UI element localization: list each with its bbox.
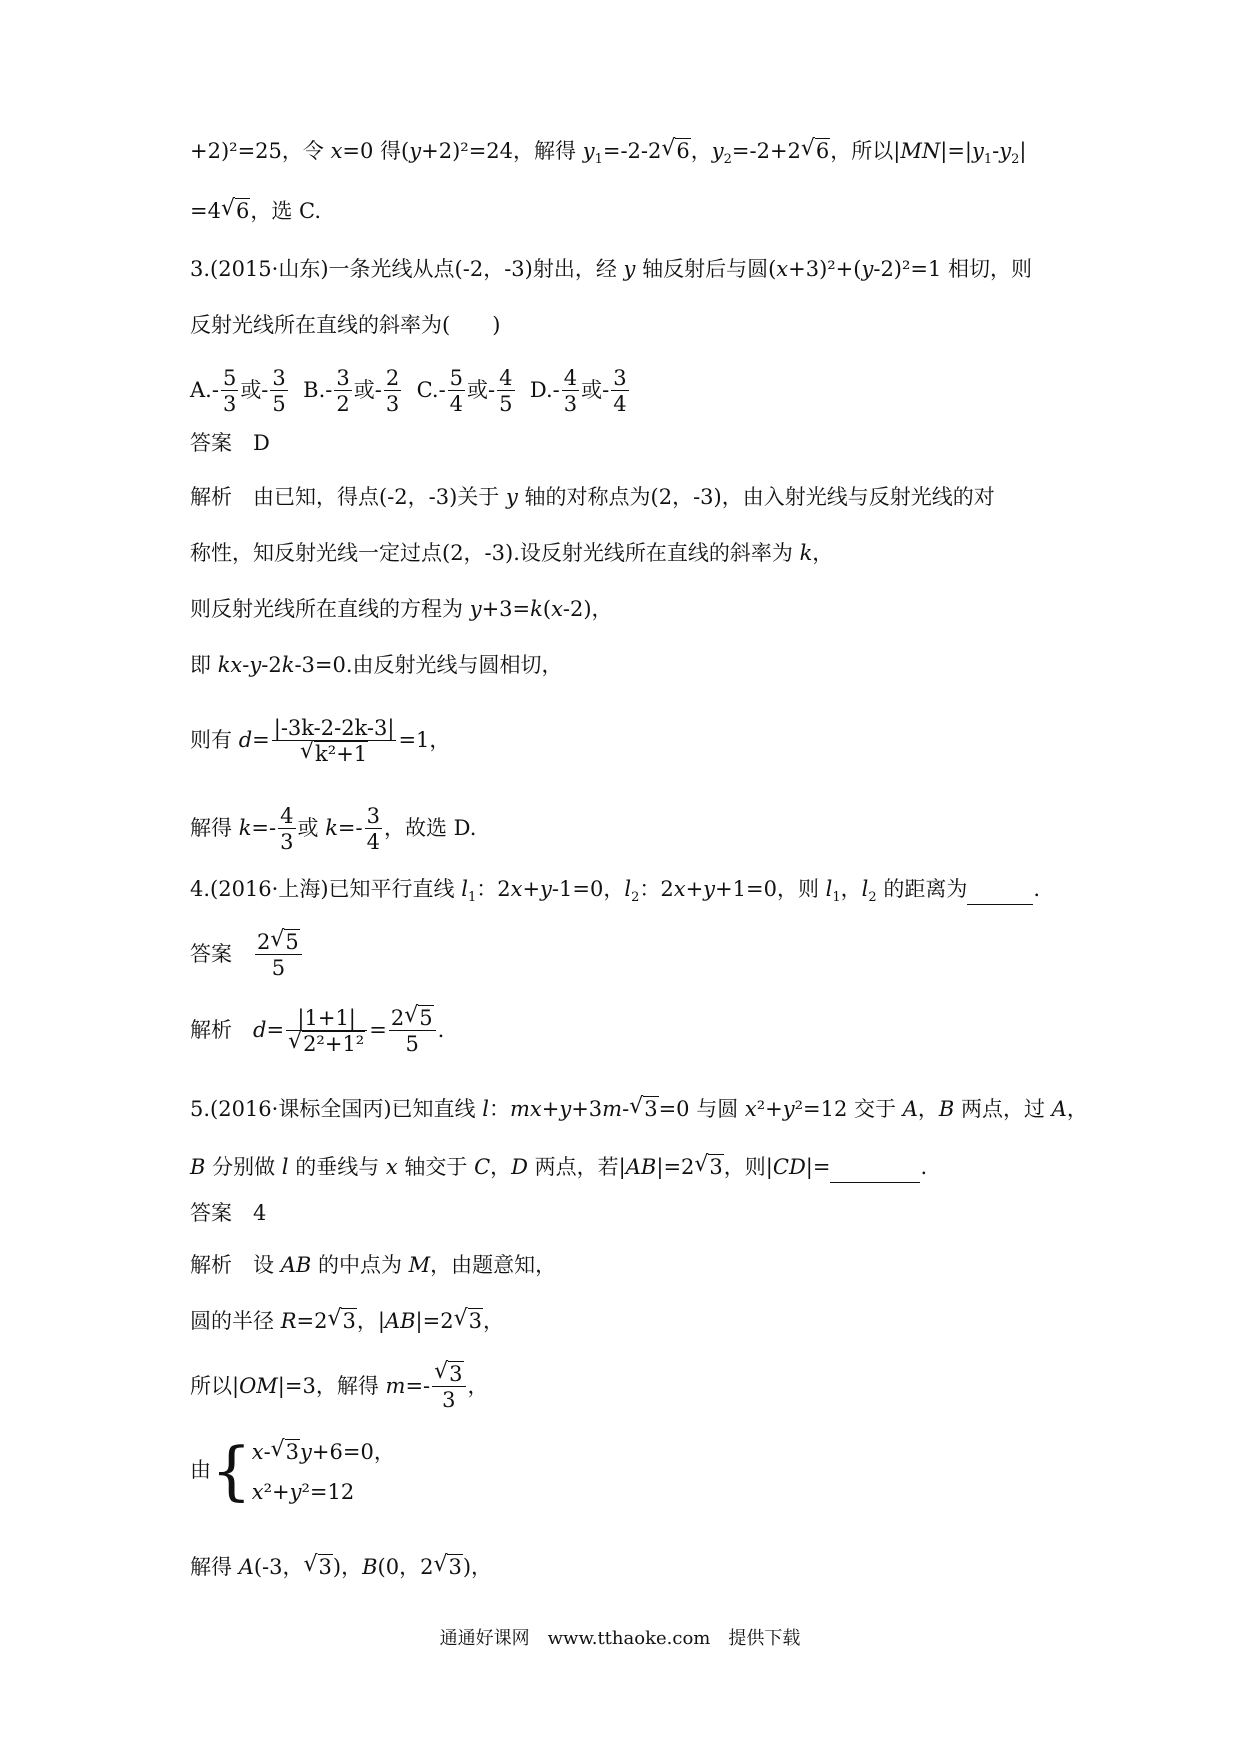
var: mx — [509, 1097, 542, 1121]
text: 4.(2016·上海)已知平行直线 — [190, 877, 462, 901]
var: A — [902, 1097, 918, 1121]
text: -3=0.由反射光线与圆相切， — [294, 653, 563, 677]
question-5-line-1 — [190, 1094, 1088, 1124]
solution-3-line-3 — [190, 594, 613, 624]
text: )， — [462, 1555, 493, 1579]
text: 的垂线与 — [288, 1155, 386, 1179]
var: AB — [384, 1309, 416, 1333]
text: 即 — [190, 653, 218, 677]
text: ， — [1066, 1097, 1088, 1121]
var: D — [511, 1155, 528, 1179]
var: M — [408, 1253, 431, 1277]
solution-5-line-1 — [190, 1250, 556, 1280]
text: 由 — [190, 1458, 211, 1482]
question-4 — [190, 874, 1040, 913]
text: 所以| — [190, 1374, 240, 1398]
answer-4 — [190, 924, 304, 984]
var: x — [673, 877, 686, 901]
answer-3 — [190, 428, 270, 458]
fraction: 2 √ 5 5 — [255, 930, 302, 981]
text: ：2 — [476, 877, 511, 901]
text: - — [242, 653, 250, 677]
text: =- — [405, 1374, 431, 1398]
var: l — [825, 877, 833, 901]
var: MN — [900, 139, 941, 163]
distance-fraction: |1+1| √ 2²+1² — [286, 1006, 367, 1057]
solution-3-line-1 — [190, 482, 995, 512]
text: 轴反射后与圆( — [635, 257, 777, 281]
text: =4 — [190, 199, 221, 223]
sqrt: √ 3 — [694, 1152, 723, 1179]
fraction: $\frac{3}{4}$ — [366, 804, 380, 854]
text: 轴交于 — [397, 1155, 475, 1179]
text: 5.(2016·课标全国丙)已知直线 — [190, 1097, 483, 1121]
option-c-label: C.- — [416, 378, 446, 402]
answer-blank — [830, 1152, 920, 1183]
var: l — [482, 1097, 489, 1121]
option-a-label: A.- — [190, 378, 219, 402]
text: = — [252, 728, 270, 752]
text: ， — [812, 541, 834, 565]
subscript: 2 — [1011, 152, 1020, 168]
distance-fraction: |-3k-2-2k-3| √ k²+1 — [273, 716, 395, 766]
sqrt: √ 3 — [433, 1552, 462, 1579]
solution-3-line-2 — [190, 538, 833, 568]
text: 3.(2015·山东)一条光线从点(-2，-3)射出，经 — [190, 257, 624, 281]
option-d-label: D.- — [529, 378, 560, 402]
text: ， — [917, 1097, 939, 1121]
sqrt: √ 3 — [327, 1306, 356, 1333]
var: CD — [772, 1155, 806, 1179]
var: y — [409, 139, 422, 163]
text: )， — [332, 1555, 363, 1579]
var: l — [861, 877, 869, 901]
text: +2) — [190, 139, 230, 163]
text: ， — [482, 1309, 504, 1333]
text: + — [522, 877, 541, 901]
var: y — [249, 653, 262, 677]
text: . — [920, 1155, 928, 1179]
sqrt: √ 6 — [661, 136, 690, 163]
var: OM — [239, 1374, 278, 1398]
text: 解得 — [190, 816, 239, 840]
text: -2)²=1 相切，则 — [873, 257, 1033, 281]
var: k — [238, 816, 252, 840]
var: A — [238, 1555, 254, 1579]
text: ： — [488, 1097, 510, 1121]
text: ，选 C. — [250, 199, 322, 223]
text: (-3， — [253, 1555, 304, 1579]
var: x — [330, 139, 343, 163]
var: y — [782, 1097, 795, 1121]
text: 轴的对称点为(2，-3)，由入射光线与反射光线的对 — [517, 485, 995, 509]
var: y — [972, 139, 984, 163]
text: - — [992, 139, 1000, 163]
text: 答案 4 — [190, 1201, 267, 1225]
subscript: 2 — [868, 890, 877, 906]
text: |=| — [940, 139, 972, 163]
text: =- — [251, 816, 277, 840]
fraction: 2 √ 5 5 — [389, 1006, 436, 1057]
text: 分别做 — [205, 1155, 282, 1179]
text: 解析 由已知，得点(-2，-3)关于 — [190, 485, 506, 509]
var: k — [530, 597, 543, 621]
question-3-options — [190, 362, 631, 418]
text: 或- — [467, 378, 496, 402]
fraction: $\frac{2}{3}$ — [385, 366, 400, 416]
var: y — [703, 877, 716, 901]
text: +1=0，则 — [715, 877, 826, 901]
var: C — [474, 1155, 491, 1179]
var: y — [861, 257, 874, 281]
text: + — [541, 1097, 560, 1121]
solution-5-line-2 — [190, 1306, 504, 1336]
var: k — [799, 541, 813, 565]
text: +3)²+( — [788, 257, 862, 281]
text: ，故选 D. — [384, 816, 477, 840]
text: =0 与圆 — [658, 1097, 745, 1121]
text: 称性，知反射光线一定过点(2，-3).设反射光线所在直线的斜率为 — [190, 541, 800, 565]
var: d — [238, 728, 253, 752]
text: +2)²=24，解得 — [421, 139, 583, 163]
fraction: $\frac{3}{5}$ — [272, 366, 286, 416]
solution-5-line-5 — [190, 1552, 492, 1582]
text: ， — [490, 1155, 512, 1179]
fraction: √ 3 3 — [432, 1362, 465, 1413]
var: y — [999, 139, 1012, 163]
text: ²+ — [756, 1097, 783, 1121]
sqrt: √ 6 — [800, 136, 830, 163]
text: 则有 — [190, 728, 239, 752]
text: -1=0， — [551, 877, 625, 901]
text: 答案 D — [190, 431, 270, 455]
text: 圆的半径 — [190, 1309, 281, 1333]
var: y — [623, 257, 636, 281]
var: l — [281, 1155, 289, 1179]
solution-line-1 — [190, 136, 1027, 175]
text: ，由题意知， — [430, 1253, 557, 1277]
text: 答案 — [190, 942, 253, 966]
var: AB — [280, 1253, 312, 1277]
text: 两点，过 — [954, 1097, 1052, 1121]
solution-line-2 — [190, 196, 321, 226]
text: -2)， — [562, 597, 613, 621]
text: ，则| — [723, 1155, 773, 1179]
text: + — [685, 877, 704, 901]
fraction: $\frac{4}{3}$ — [280, 804, 294, 854]
text: -2 — [261, 653, 282, 677]
page-footer: 通通好课网 www.tthaoke.com 提供下载 — [439, 1628, 801, 1649]
answer-5 — [190, 1198, 266, 1228]
equation-system: x- √ 3y+6=0， x²+y²=12 — [251, 1436, 395, 1504]
text: |=2 — [415, 1309, 454, 1333]
subscript: 2 — [723, 152, 732, 168]
text: |=2 — [656, 1155, 695, 1179]
subscript: 1 — [467, 890, 477, 906]
var: B — [362, 1555, 378, 1579]
text: =2 — [296, 1309, 328, 1333]
text: . — [437, 1018, 445, 1042]
fraction: $\frac{4}{5}$ — [499, 366, 513, 416]
var: x — [385, 1155, 398, 1179]
var: m — [602, 1097, 623, 1121]
solution-3-line-6 — [190, 800, 476, 856]
text: 解析 — [190, 1018, 253, 1042]
var: x — [551, 597, 563, 621]
text: 的距离为 — [876, 877, 968, 901]
sqrt: √ 3 — [303, 1552, 332, 1579]
subscript: 1 — [594, 152, 603, 168]
text: ²=12 交于 — [794, 1097, 903, 1121]
subscript: 1 — [832, 890, 841, 906]
fraction: $\frac{5}{3}$ — [222, 366, 237, 416]
var: y — [582, 139, 595, 163]
text: | — [1019, 139, 1027, 163]
text: ， — [840, 877, 862, 901]
text: 解得 — [190, 1555, 239, 1579]
var: y — [505, 485, 518, 509]
text: 解析 设 — [190, 1253, 281, 1277]
fraction: $\frac{3}{4}$ — [613, 366, 627, 416]
solution-4 — [190, 1000, 444, 1060]
text: 的中点为 — [311, 1253, 409, 1277]
text: 则反射光线所在直线的方程为 — [190, 597, 470, 621]
var: y — [711, 139, 724, 163]
var: d — [253, 1018, 267, 1042]
var: x — [776, 257, 789, 281]
text: ²=25，令 — [229, 139, 331, 163]
text: 或- — [353, 378, 382, 402]
solution-3-line-5 — [190, 710, 450, 770]
text: = — [266, 1018, 285, 1042]
var: B — [938, 1097, 955, 1121]
var: B — [190, 1155, 206, 1179]
var: kx — [217, 653, 243, 677]
fraction: $\frac{4}{3}$ — [563, 366, 578, 416]
text: 反射光线所在直线的斜率为( ) — [190, 313, 501, 337]
text: +3= — [481, 597, 531, 621]
option-b-label: B.- — [303, 378, 333, 402]
subscript: 1 — [983, 152, 993, 168]
var: R — [280, 1309, 297, 1333]
text: = — [369, 1018, 387, 1042]
var: m — [385, 1374, 406, 1398]
left-brace-icon: { — [211, 1434, 252, 1509]
answer-blank — [967, 874, 1033, 905]
var: AB — [625, 1155, 657, 1179]
text: +3 — [571, 1097, 603, 1121]
question-3-line-2 — [190, 310, 500, 340]
text: ：2 — [639, 877, 674, 901]
var: l — [624, 877, 632, 901]
text: ， — [467, 1374, 489, 1398]
text: ， — [690, 139, 712, 163]
var: k — [281, 653, 295, 677]
text: 两点，若| — [528, 1155, 626, 1179]
text: |=3，解得 — [277, 1374, 386, 1398]
var: A — [1051, 1097, 1067, 1121]
var: y — [469, 597, 482, 621]
sqrt: √ 6 — [220, 196, 250, 223]
question-5-line-2 — [190, 1152, 927, 1183]
var: y — [540, 877, 552, 901]
text: - — [622, 1097, 630, 1121]
text: 或 — [297, 816, 326, 840]
solution-3-line-4 — [190, 650, 563, 680]
sqrt: √ 3 — [453, 1306, 482, 1333]
sqrt: √ 3 — [629, 1094, 658, 1121]
text: =-2-2 — [602, 139, 662, 163]
var: x — [510, 877, 523, 901]
fraction: $\frac{5}{4}$ — [449, 366, 464, 416]
solution-5-system — [190, 1430, 395, 1512]
var: l — [461, 877, 468, 901]
var: k — [325, 816, 338, 840]
text: 或- — [581, 378, 610, 402]
subscript: 2 — [631, 890, 640, 906]
text: . — [1033, 877, 1041, 901]
text: ，所以| — [830, 139, 901, 163]
text: |= — [805, 1155, 831, 1179]
var: y — [559, 1097, 572, 1121]
text: =-2+2 — [731, 139, 801, 163]
question-3-line-1 — [190, 254, 1032, 284]
text: 或- — [240, 378, 269, 402]
solution-5-line-3 — [190, 1356, 489, 1416]
var: x — [744, 1097, 757, 1121]
text: =1， — [398, 728, 451, 752]
text: =- — [337, 816, 363, 840]
text: =0 得( — [342, 139, 410, 163]
text: ，| — [356, 1309, 385, 1333]
text: (0，2 — [377, 1555, 434, 1579]
fraction: $\frac{3}{2}$ — [336, 366, 350, 416]
text: ( — [542, 597, 552, 621]
